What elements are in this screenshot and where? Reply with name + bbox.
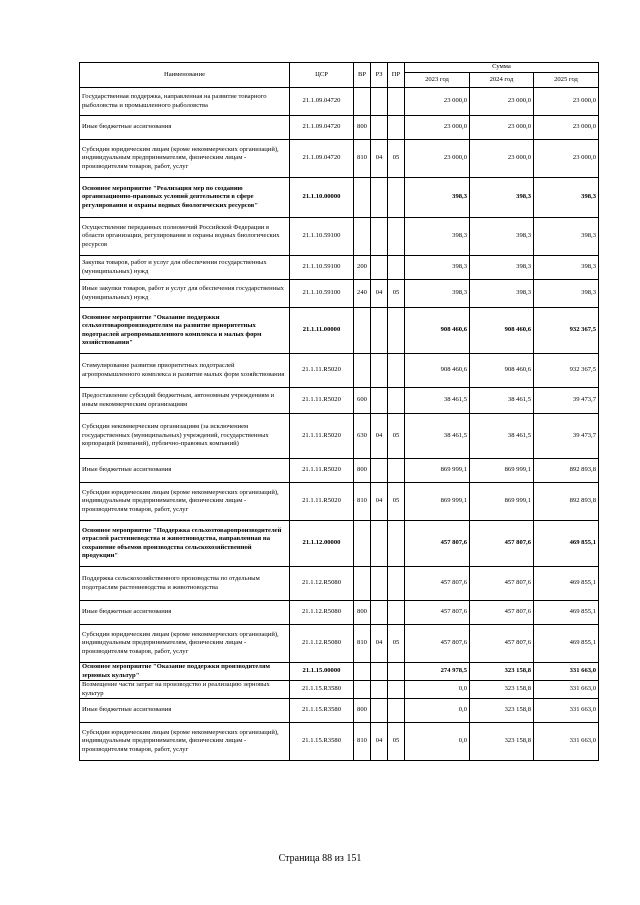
cell-rz — [371, 218, 388, 256]
cell-vr — [354, 218, 371, 256]
cell-name: Стимулирование развития приоритетных подотраслей агропромышленного комплекса и развитие малых форм хозяйствования — [80, 354, 290, 388]
table-row — [80, 663, 599, 681]
cell-pr — [388, 601, 405, 625]
cell-2024: 457 807,6 — [470, 567, 534, 601]
cell-vr: 600 — [354, 388, 371, 414]
table-row — [80, 567, 599, 601]
cell-2023: 398,3 — [405, 280, 470, 308]
cell-2025: 469 855,1 — [534, 521, 599, 567]
cell-2024: 323 158,8 — [470, 681, 534, 699]
cell-2023: 869 999,1 — [405, 459, 470, 483]
cell-name: Субсидии юридическим лицам (кроме некоммерческих организаций), индивидуальным предпринимателям, физическим лицам - производителям товаров, работ, услуг — [80, 723, 290, 761]
cell-2024: 457 807,6 — [470, 625, 534, 663]
cell-2025: 398,3 — [534, 280, 599, 308]
cell-2025: 331 663,0 — [534, 723, 599, 761]
cell-csr: 21.1.12.R5080 — [290, 567, 354, 601]
cell-rz — [371, 388, 388, 414]
cell-vr — [354, 308, 371, 354]
cell-rz — [371, 681, 388, 699]
cell-vr: 800 — [354, 601, 371, 625]
cell-2025: 932 367,5 — [534, 308, 599, 354]
cell-name: Иные бюджетные ассигнования — [80, 601, 290, 625]
cell-2025: 39 473,7 — [534, 414, 599, 459]
cell-2023: 23 000,0 — [405, 140, 470, 178]
cell-2024: 398,3 — [470, 178, 534, 218]
table-row — [80, 601, 599, 625]
page-number: Страница 88 из 151 — [278, 853, 362, 864]
cell-name: Субсидии юридическим лицам (кроме некоммерческих организаций), индивидуальным предпринимателям, физическим лицам - производителям товаров, работ, услуг — [80, 140, 290, 178]
cell-csr: 21.1.09.04720 — [290, 140, 354, 178]
table-row — [80, 681, 599, 699]
cell-pr — [388, 681, 405, 699]
cell-rz — [371, 116, 388, 140]
cell-vr: 240 — [354, 280, 371, 308]
cell-name: Субсидии некоммерческим организациям (за исключением государственных (муниципальных) учреждений, государственных корпораций (компаний), публично-правовых компаний) — [80, 414, 290, 459]
cell-2024: 23 000,0 — [470, 116, 534, 140]
cell-rz — [371, 256, 388, 280]
cell-2025: 892 893,8 — [534, 483, 599, 521]
cell-rz: 04 — [371, 723, 388, 761]
cell-csr: 21.1.10.00000 — [290, 178, 354, 218]
cell-pr — [388, 459, 405, 483]
cell-2023: 398,3 — [405, 256, 470, 280]
cell-rz: 04 — [371, 140, 388, 178]
cell-pr — [388, 699, 405, 723]
cell-2024: 23 000,0 — [470, 88, 534, 116]
cell-vr — [354, 663, 371, 681]
table-row — [80, 354, 599, 388]
cell-vr — [354, 567, 371, 601]
cell-vr: 810 — [354, 625, 371, 663]
cell-2024: 398,3 — [470, 218, 534, 256]
cell-csr: 21.1.11.R5020 — [290, 388, 354, 414]
cell-pr — [388, 388, 405, 414]
cell-pr — [388, 256, 405, 280]
cell-2025: 398,3 — [534, 256, 599, 280]
cell-rz — [371, 308, 388, 354]
cell-vr — [354, 521, 371, 567]
cell-rz: 04 — [371, 625, 388, 663]
header-pr: ПР — [388, 63, 405, 88]
cell-pr — [388, 116, 405, 140]
cell-pr — [388, 178, 405, 218]
cell-2025: 469 855,1 — [534, 625, 599, 663]
cell-2023: 38 461,5 — [405, 414, 470, 459]
cell-csr: 21.1.15.R3580 — [290, 699, 354, 723]
cell-rz: 04 — [371, 414, 388, 459]
cell-csr: 21.1.12.R5080 — [290, 601, 354, 625]
cell-csr: 21.1.12.00000 — [290, 521, 354, 567]
cell-2023: 457 807,6 — [405, 601, 470, 625]
cell-2025: 39 473,7 — [534, 388, 599, 414]
cell-2023: 23 000,0 — [405, 116, 470, 140]
cell-2025: 331 663,0 — [534, 663, 599, 681]
cell-name: Иные бюджетные ассигнования — [80, 459, 290, 483]
cell-vr: 800 — [354, 699, 371, 723]
cell-csr: 21.1.11.R5020 — [290, 354, 354, 388]
cell-csr: 21.1.09.04720 — [290, 116, 354, 140]
cell-2025: 23 000,0 — [534, 88, 599, 116]
cell-name: Иные бюджетные ассигнования — [80, 699, 290, 723]
cell-pr — [388, 218, 405, 256]
cell-2023: 908 460,6 — [405, 308, 470, 354]
cell-2023: 398,3 — [405, 218, 470, 256]
cell-vr: 630 — [354, 414, 371, 459]
table-body — [80, 88, 599, 761]
table-row — [80, 308, 599, 354]
cell-2024: 869 999,1 — [470, 483, 534, 521]
cell-2024: 869 999,1 — [470, 459, 534, 483]
cell-2023: 38 461,5 — [405, 388, 470, 414]
table-row — [80, 483, 599, 521]
cell-2025: 23 000,0 — [534, 116, 599, 140]
cell-2023: 0,0 — [405, 723, 470, 761]
cell-2025: 469 855,1 — [534, 567, 599, 601]
cell-2025: 892 893,8 — [534, 459, 599, 483]
cell-rz — [371, 354, 388, 388]
cell-csr: 21.1.12.R5080 — [290, 625, 354, 663]
cell-vr: 810 — [354, 483, 371, 521]
cell-2025: 398,3 — [534, 218, 599, 256]
cell-2024: 908 460,6 — [470, 354, 534, 388]
cell-name: Основное мероприятие "Поддержка сельхозтоваропроизводителей отраслей растениеводства и животноводства, направленная на сохранение объемов производства сельскохозяйственной продукции" — [80, 521, 290, 567]
cell-2023: 869 999,1 — [405, 483, 470, 521]
header-vr: ВР — [354, 63, 371, 88]
cell-name: Субсидии юридическим лицам (кроме некоммерческих организаций), индивидуальным предпринимателям, физическим лицам - производителям товаров, работ, услуг — [80, 483, 290, 521]
cell-pr — [388, 567, 405, 601]
cell-csr: 21.1.09.04720 — [290, 88, 354, 116]
cell-vr — [354, 178, 371, 218]
cell-rz — [371, 178, 388, 218]
cell-csr: 21.1.15.R3580 — [290, 723, 354, 761]
cell-2025: 331 663,0 — [534, 699, 599, 723]
header-rz: РЗ — [371, 63, 388, 88]
cell-2023: 0,0 — [405, 699, 470, 723]
cell-2024: 908 460,6 — [470, 308, 534, 354]
cell-2023: 457 807,6 — [405, 521, 470, 567]
cell-pr — [388, 88, 405, 116]
cell-2024: 457 807,6 — [470, 521, 534, 567]
table-row — [80, 625, 599, 663]
cell-name: Основное мероприятие "Реализация мер по созданию организационно-правовых условий деятельности в сфере регулирования и охраны водных биологических ресурсов" — [80, 178, 290, 218]
cell-rz — [371, 699, 388, 723]
cell-vr — [354, 88, 371, 116]
cell-2024: 23 000,0 — [470, 140, 534, 178]
cell-2023: 457 807,6 — [405, 625, 470, 663]
header-year-2023: 2023 год — [405, 73, 470, 88]
cell-vr: 800 — [354, 116, 371, 140]
table-row — [80, 459, 599, 483]
cell-2025: 932 367,5 — [534, 354, 599, 388]
cell-pr — [388, 354, 405, 388]
cell-2023: 398,3 — [405, 178, 470, 218]
cell-pr: 05 — [388, 625, 405, 663]
cell-rz — [371, 601, 388, 625]
cell-name: Иные закупки товаров, работ и услуг для обеспечения государственных (муниципальных) нужд — [80, 280, 290, 308]
header-year-2024: 2024 год — [470, 73, 534, 88]
cell-pr: 05 — [388, 140, 405, 178]
cell-2023: 908 460,6 — [405, 354, 470, 388]
cell-pr — [388, 308, 405, 354]
table-row — [80, 388, 599, 414]
table-row — [80, 116, 599, 140]
cell-vr: 200 — [354, 256, 371, 280]
table-row — [80, 414, 599, 459]
header-sum: Сумма — [405, 63, 599, 73]
header-name: Наименование — [80, 63, 290, 88]
cell-rz: 04 — [371, 280, 388, 308]
table-row — [80, 699, 599, 723]
cell-2024: 38 461,5 — [470, 414, 534, 459]
cell-2025: 398,3 — [534, 178, 599, 218]
cell-2024: 323 158,8 — [470, 663, 534, 681]
table-row — [80, 521, 599, 567]
table-row — [80, 256, 599, 280]
cell-rz — [371, 459, 388, 483]
cell-csr: 21.1.11.00000 — [290, 308, 354, 354]
cell-rz — [371, 567, 388, 601]
cell-rz: 04 — [371, 483, 388, 521]
cell-2024: 323 158,8 — [470, 723, 534, 761]
cell-name: Поддержка сельскохозяйственного производства по отдельным подотраслям растениеводства и животноводства — [80, 567, 290, 601]
cell-vr: 800 — [354, 459, 371, 483]
cell-csr: 21.1.10.59100 — [290, 280, 354, 308]
cell-2024: 323 158,8 — [470, 699, 534, 723]
cell-2023: 0,0 — [405, 681, 470, 699]
cell-csr: 21.1.15.00000 — [290, 663, 354, 681]
cell-pr: 05 — [388, 280, 405, 308]
cell-2023: 457 807,6 — [405, 567, 470, 601]
cell-name: Возмещение части затрат на производство и реализацию зерновых культур — [80, 681, 290, 699]
cell-pr: 05 — [388, 414, 405, 459]
cell-csr: 21.1.11.R5020 — [290, 459, 354, 483]
cell-2023: 274 978,5 — [405, 663, 470, 681]
cell-2025: 331 663,0 — [534, 681, 599, 699]
cell-csr: 21.1.15.R3580 — [290, 681, 354, 699]
header-year-2025: 2025 год — [534, 73, 599, 88]
cell-name: Основное мероприятие "Оказание поддержки сельхозтоваропроизводителям на развитие приоритетных подотраслей агропромышленного комплекса и малых форм хозяйствования" — [80, 308, 290, 354]
table-row — [80, 280, 599, 308]
cell-name: Предоставление субсидий бюджетным, автономным учреждениям и иным некоммерческим организациям — [80, 388, 290, 414]
cell-csr: 21.1.10.59100 — [290, 218, 354, 256]
budget-table — [79, 62, 599, 761]
cell-rz — [371, 663, 388, 681]
cell-csr: 21.1.11.R5020 — [290, 414, 354, 459]
cell-2025: 469 855,1 — [534, 601, 599, 625]
cell-csr: 21.1.11.R5020 — [290, 483, 354, 521]
cell-pr — [388, 663, 405, 681]
cell-pr: 05 — [388, 483, 405, 521]
cell-2024: 457 807,6 — [470, 601, 534, 625]
cell-2025: 23 000,0 — [534, 140, 599, 178]
cell-name: Субсидии юридическим лицам (кроме некоммерческих организаций), индивидуальным предпринимателям, физическим лицам - производителям товаров, работ, услуг — [80, 625, 290, 663]
table-row — [80, 140, 599, 178]
header-csr: ЦСР — [290, 63, 354, 88]
cell-csr: 21.1.10.59100 — [290, 256, 354, 280]
cell-vr: 810 — [354, 140, 371, 178]
cell-vr — [354, 354, 371, 388]
cell-rz — [371, 521, 388, 567]
cell-name: Осуществление переданных полномочий Российской Федерации в области организации, регулирования и охраны водных биологических ресурсов — [80, 218, 290, 256]
cell-2024: 38 461,5 — [470, 388, 534, 414]
table-row — [80, 723, 599, 761]
cell-name: Иные бюджетные ассигнования — [80, 116, 290, 140]
cell-name: Государственная поддержка, направленная на развитие товарного рыболовства и промышленного рыболовства — [80, 88, 290, 116]
table-row — [80, 88, 599, 116]
cell-2024: 398,3 — [470, 256, 534, 280]
cell-rz — [371, 88, 388, 116]
cell-name: Основное мероприятие "Оказание поддержки производителям зерновых культур" — [80, 663, 290, 681]
cell-2023: 23 000,0 — [405, 88, 470, 116]
cell-2024: 398,3 — [470, 280, 534, 308]
cell-vr — [354, 681, 371, 699]
cell-pr: 05 — [388, 723, 405, 761]
table-row — [80, 218, 599, 256]
cell-name: Закупка товаров, работ и услуг для обеспечения государственных (муниципальных) нужд — [80, 256, 290, 280]
table-row — [80, 178, 599, 218]
cell-vr: 810 — [354, 723, 371, 761]
cell-pr — [388, 521, 405, 567]
